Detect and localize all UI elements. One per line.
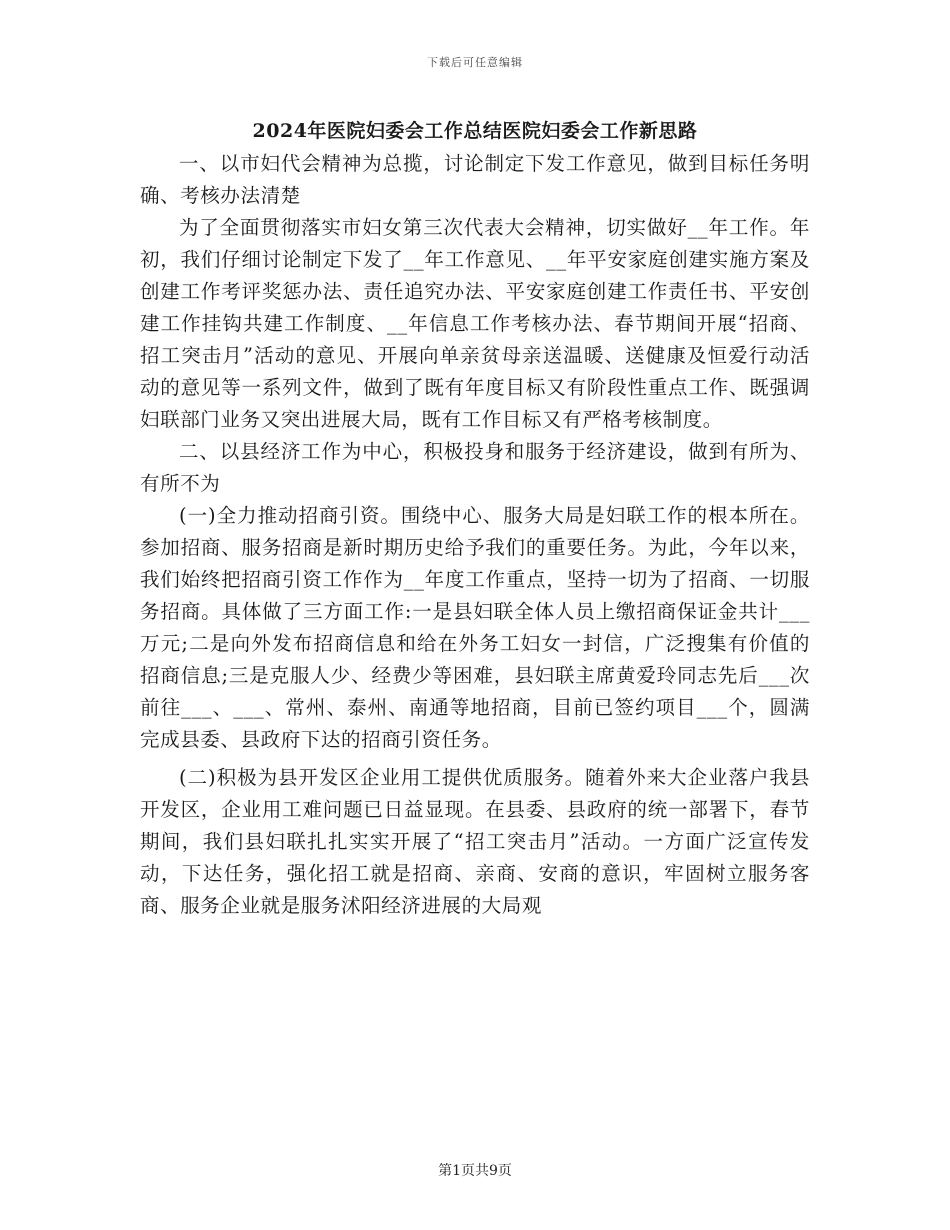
header-note: 下载后可任意编辑 [427, 56, 523, 69]
body-paragraph: (一)全力推动招商引资。围绕中心、服务大局是妇联工作的根本所在。参加招商、服务招商是新时期历史给予我们的重要任务。为此，今年以来，我们始终把招商引资工作作为__年度工作重点，坚持一切为了招商、一切服务招商。具体做了三方面工作:一是县妇联全体人员上缴招商保证金共计___万元;二是向外发布招商信息和给在外务工妇女一封信，广泛搜集有价值的招商信息;三是克服人少、经费少等困难，县妇联主席黄爱玲同志先后___次前往___、___、常州、泰州、南通等地招商，目前已签约项目___个，圆满完成县委、县政府下达的招商引资任务。 [140, 504, 810, 751]
section-heading-2: 二、以县经济工作为中心，积极投身和服务于经济建设，做到有所为、有所不为 [140, 440, 810, 495]
section-heading-1: 一、以市妇代会精神为总揽，讨论制定下发工作意见，做到目标任务明确、考核办法清楚 [140, 152, 810, 207]
document-title: 2024年医院妇委会工作总结医院妇委会工作新思路 [252, 120, 698, 142]
document-body [140, 148, 810, 922]
body-paragraph: (二)积极为县开发区企业用工提供优质服务。随着外来大企业落户我县开发区，企业用工难问题已日益显现。在县委、县政府的统一部署下，春节期间，我们县妇联扎扎实实开展了“招工突击月”活动。一方面广泛宣传发动，下达任务，强化招工就是招商、亲商、安商的意识，牢固树立服务客商、服务企业就是服务沭阳经济进展的大局观 [140, 766, 810, 917]
page-number: 第1页共9页 [438, 1163, 512, 1179]
body-paragraph: 为了全面贯彻落实市妇女第三次代表大会精神，切实做好__年工作。年初，我们仔细讨论制定下发了__年工作意见、__年平安家庭创建实施方案及创建工作考评奖惩办法、责任追究办法、平安家庭创建工作责任书、平安创建工作挂钩共建工作制度、__年信息工作考核办法、春节期间开展“招商、招工突击月”活动的意见、开展向单亲贫母亲送温暖、送健康及恒爱行动活动的意见等一系列文件，做到了既有年度目标又有阶段性重点工作、既强调妇联部门业务又突出进展大局，既有工作目标又有严格考核制度。 [140, 216, 810, 431]
